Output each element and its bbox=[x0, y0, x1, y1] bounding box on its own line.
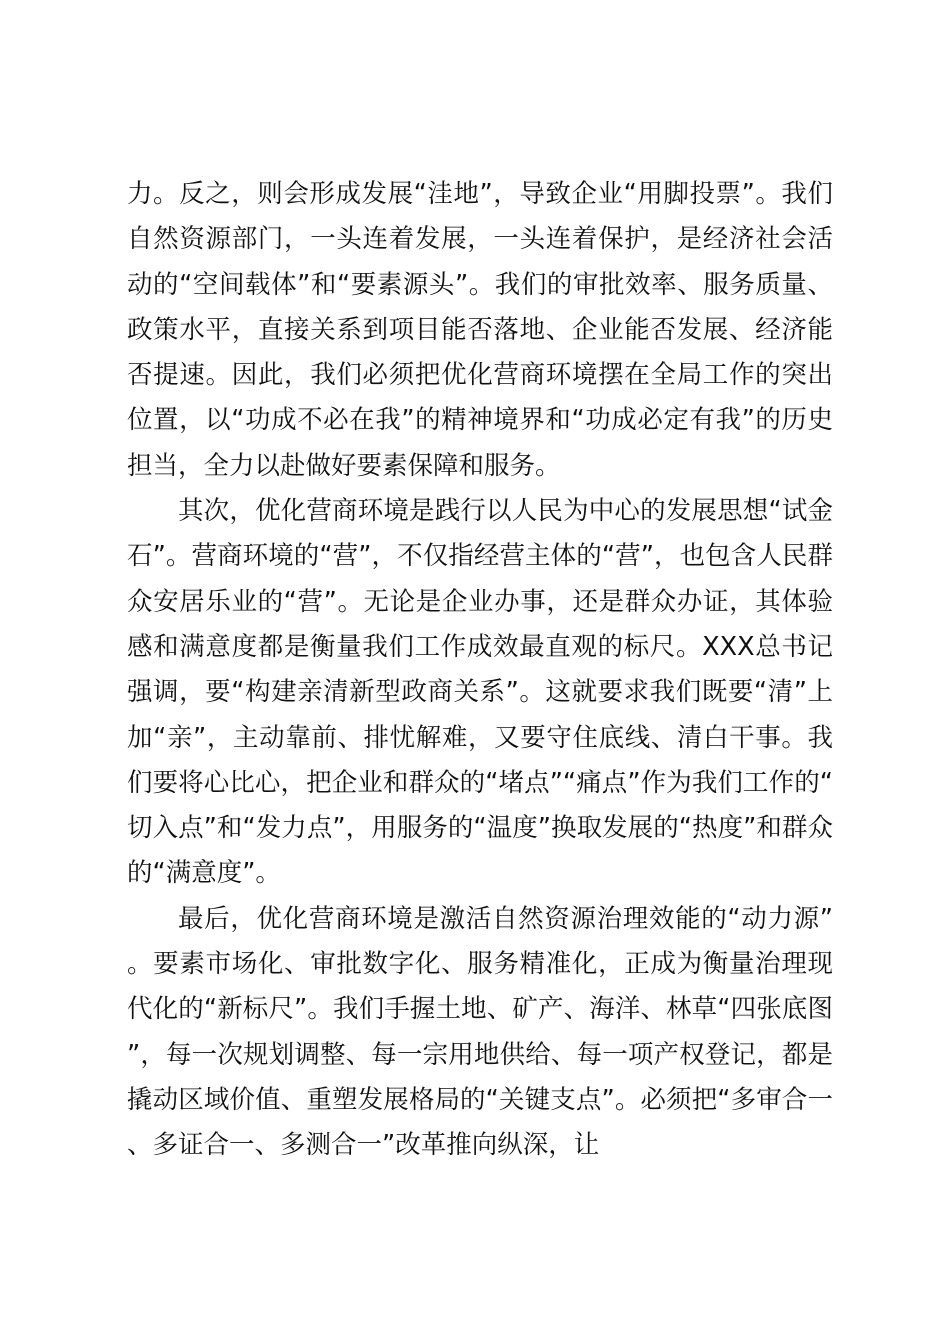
paragraph-continuation: 力。反之，则会形成发展“洼地”，导致企业“用脚投票”。我们自然资源部门，一头连着发展，一头连着保护，是经济社会活动的“空间载体”和“要素源头”。我们的审批效率、服务质量、政策水平，直接关系到项目能否落地、企业能否发展、经济能否提速。因此，我们必须把优化营商环境摆在全局工作的突出位置，以“功成不必在我”的精神境界和“功成必定有我”的历史担当，全力以赴做好要素保障和服务。 bbox=[127, 179, 833, 481]
paragraph-second-point: 其次，优化营商环境是践行以人民为中心的发展思想“试金石”。营商环境的“营”，不仅指经营主体的“营”，也包含人民群众安居乐业的“营”。无论是企业办事，还是群众办证，其体验感和满意度都是衡量我们工作成效最直观的标尺。XXX总书记强调，要“构建亲清新型政商关系”。这就要求我们既要“清”上加“亲”，主动靠前、排忧解难，又要守住底线、清白干事。我们要将心比心，把企业和群众的“堵点”“痛点”作为我们工作的“切入点”和“发力点”，用服务的“温度”换取发展的“热度”和群众的“满意度”。 bbox=[127, 496, 833, 889]
body-text bbox=[127, 172, 833, 1169]
paragraph-final-point: 最后，优化营商环境是激活自然资源治理效能的“动力源”。要素市场化、审批数字化、服务精准化，正成为衡量治理现代化的“新标尺”。我们手握土地、矿产、海洋、林草“四张底图”，每一次规划调整、每一宗用地供给、每一项产权登记，都是撬动区域价值、重塑发展格局的“关键支点”。必须把“多审合一、多证合一、多测合一”改革推向纵深，让 bbox=[127, 903, 833, 1161]
